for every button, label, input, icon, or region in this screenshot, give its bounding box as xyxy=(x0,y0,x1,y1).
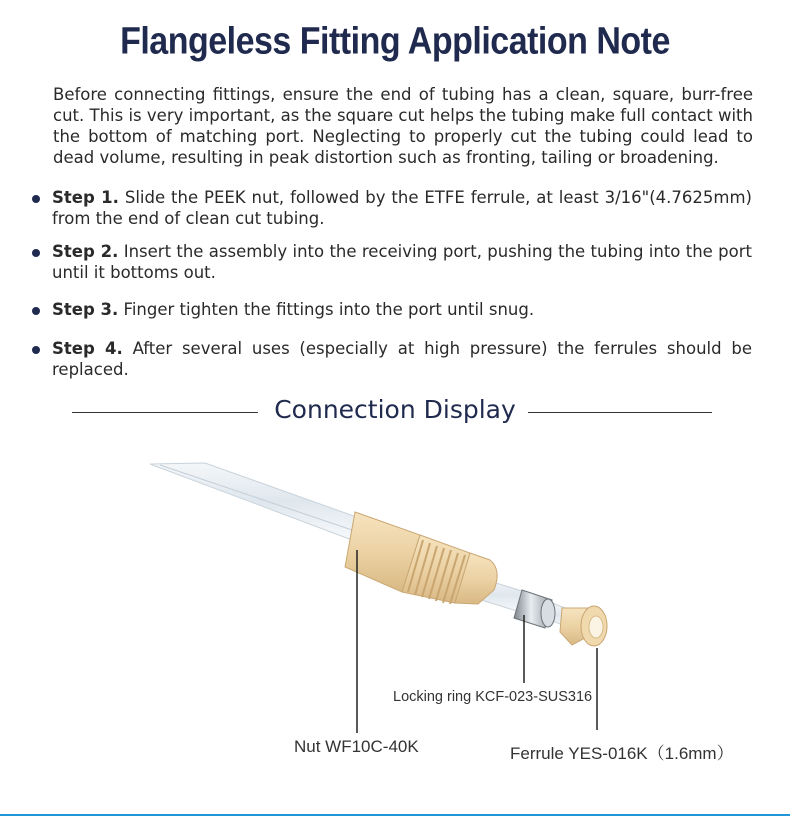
locking-ring-label: Locking ring KCF-023-SUS316 xyxy=(393,689,593,705)
step-4-bullet xyxy=(32,346,40,354)
page-title: Flangeless Fitting Application Note xyxy=(120,19,670,63)
ferrule-yes016k xyxy=(560,606,607,646)
nut-wf10c xyxy=(345,512,497,604)
section-title: Connection Display xyxy=(274,395,516,424)
step-1-label: Step 1. xyxy=(52,188,119,207)
step-1 xyxy=(52,187,752,229)
step-1-bullet xyxy=(32,195,40,203)
step-2-bullet xyxy=(32,249,40,257)
intro-paragraph: Before connecting fittings, ensure the end of tubing has a clean, square, burr-free cut. This is very important, as the square cut helps the tubing make full contact with the bottom of matching port. Neglecting to properly cut the tubing could lead to dead volume, resulting in peak distortion such as fronting, tailing or broadening. xyxy=(53,85,753,167)
step-1-text: Slide the PEEK nut, followed by the ETFE ferrule, at least 3/16"(4.7625mm) from the end of clean cut tubing. xyxy=(52,188,752,228)
step-4-text: After several uses (especially at high pressure) the ferrules should be replaced. xyxy=(52,339,752,379)
step-4 xyxy=(52,338,752,380)
step-3-text: Finger tighten the fittings into the port until snug. xyxy=(118,300,535,319)
step-2 xyxy=(52,241,752,283)
step-4-label: Step 4. xyxy=(52,339,123,358)
ferrule-label: Ferrule YES-016K（1.6mm） xyxy=(510,744,734,763)
footer-accent-line xyxy=(0,814,790,816)
section-divider-right xyxy=(528,412,712,413)
step-3 xyxy=(52,299,752,320)
step-2-text: Insert the assembly into the receiving port, pushing the tubing into the port until it bottoms out. xyxy=(52,242,752,282)
step-3-label: Step 3. xyxy=(52,300,119,319)
nut-label: Nut WF10C-40K xyxy=(294,737,419,756)
step-3-bullet xyxy=(32,307,40,315)
locking-ring-kcf023 xyxy=(514,590,555,628)
fitting-illustration xyxy=(0,440,790,780)
step-2-label: Step 2. xyxy=(52,242,119,261)
